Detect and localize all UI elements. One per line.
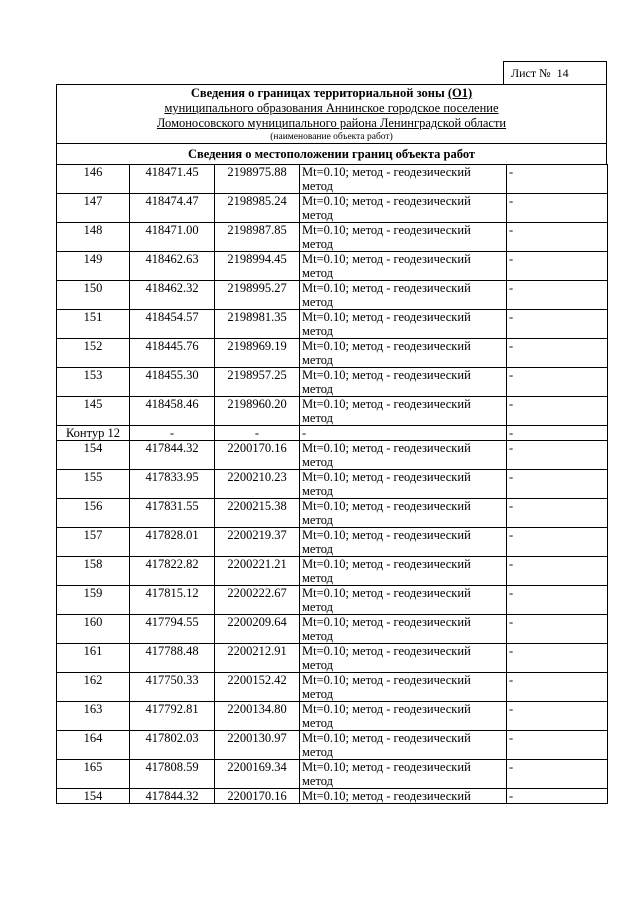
description-cell: - bbox=[507, 673, 608, 702]
x-coordinate-cell: 417822.82 bbox=[130, 557, 215, 586]
point-number-cell: 148 bbox=[57, 223, 130, 252]
table-row bbox=[57, 644, 608, 673]
point-number-cell: 150 bbox=[57, 281, 130, 310]
table-row bbox=[57, 557, 608, 586]
point-number-cell: 146 bbox=[57, 165, 130, 194]
accuracy-method-cell: Mt=0.10; метод - геодезический метод bbox=[300, 702, 507, 731]
x-coordinate-cell: 418445.76 bbox=[130, 339, 215, 368]
accuracy-method-cell: Mt=0.10; метод - геодезический метод bbox=[300, 368, 507, 397]
description-cell: - bbox=[507, 731, 608, 760]
table-row bbox=[57, 615, 608, 644]
point-number-cell: 153 bbox=[57, 368, 130, 397]
y-coordinate-cell: 2198987.85 bbox=[215, 223, 300, 252]
table-row bbox=[57, 339, 608, 368]
x-coordinate-cell: 418455.30 bbox=[130, 368, 215, 397]
accuracy-method-cell: Mt=0.10; метод - геодезический метод bbox=[300, 586, 507, 615]
point-number-cell: 154 bbox=[57, 441, 130, 470]
description-cell: - bbox=[507, 615, 608, 644]
point-number-cell: 151 bbox=[57, 310, 130, 339]
description-cell: - bbox=[507, 281, 608, 310]
accuracy-method-cell: Mt=0.10; метод - геодезический метод bbox=[300, 339, 507, 368]
point-number-cell: 165 bbox=[57, 760, 130, 789]
y-coordinate-cell: - bbox=[215, 426, 300, 441]
table-row bbox=[57, 760, 608, 789]
y-coordinate-cell: 2198960.20 bbox=[215, 397, 300, 426]
x-coordinate-cell: 417831.55 bbox=[130, 499, 215, 528]
x-coordinate-cell: 417833.95 bbox=[130, 470, 215, 499]
x-coordinate-cell: 418471.45 bbox=[130, 165, 215, 194]
section-title: Сведения о местоположении границ объекта работ bbox=[56, 143, 607, 165]
x-coordinate-cell: 417750.33 bbox=[130, 673, 215, 702]
table-row bbox=[57, 397, 608, 426]
table-row bbox=[57, 426, 608, 441]
x-coordinate-cell: 418471.00 bbox=[130, 223, 215, 252]
description-cell: - bbox=[507, 586, 608, 615]
description-cell: - bbox=[507, 789, 608, 804]
y-coordinate-cell: 2200130.97 bbox=[215, 731, 300, 760]
y-coordinate-cell: 2198981.35 bbox=[215, 310, 300, 339]
y-coordinate-cell: 2200222.67 bbox=[215, 586, 300, 615]
accuracy-method-cell: Mt=0.10; метод - геодезический метод bbox=[300, 470, 507, 499]
x-coordinate-cell: 417828.01 bbox=[130, 528, 215, 557]
table-row bbox=[57, 194, 608, 223]
x-coordinate-cell: 417794.55 bbox=[130, 615, 215, 644]
accuracy-method-cell: Mt=0.10; метод - геодезический метод bbox=[300, 499, 507, 528]
y-coordinate-cell: 2200215.38 bbox=[215, 499, 300, 528]
zone-code: (О1) bbox=[447, 86, 473, 100]
point-number-cell: 159 bbox=[57, 586, 130, 615]
y-coordinate-cell: 2200221.21 bbox=[215, 557, 300, 586]
header-title-prefix: Сведения о границах территориальной зоны bbox=[190, 86, 448, 100]
y-coordinate-cell: 2198975.88 bbox=[215, 165, 300, 194]
accuracy-method-cell: Mt=0.10; метод - геодезический метод bbox=[300, 731, 507, 760]
x-coordinate-cell: 417815.12 bbox=[130, 586, 215, 615]
accuracy-method-cell: Mt=0.10; метод - геодезический метод bbox=[300, 673, 507, 702]
point-number-cell: 155 bbox=[57, 470, 130, 499]
description-cell: - bbox=[507, 528, 608, 557]
x-coordinate-cell: 418474.47 bbox=[130, 194, 215, 223]
table-row bbox=[57, 702, 608, 731]
table-row bbox=[57, 470, 608, 499]
description-cell: - bbox=[507, 397, 608, 426]
description-cell: - bbox=[507, 426, 608, 441]
table-row bbox=[57, 281, 608, 310]
description-cell: - bbox=[507, 165, 608, 194]
y-coordinate-cell: 2198985.24 bbox=[215, 194, 300, 223]
x-coordinate-cell: 418458.46 bbox=[130, 397, 215, 426]
y-coordinate-cell: 2200212.91 bbox=[215, 644, 300, 673]
accuracy-method-cell: - bbox=[300, 426, 507, 441]
y-coordinate-cell: 2200210.23 bbox=[215, 470, 300, 499]
y-coordinate-cell: 2198969.19 bbox=[215, 339, 300, 368]
accuracy-method-cell: Mt=0.10; метод - геодезический метод bbox=[300, 397, 507, 426]
table-row bbox=[57, 673, 608, 702]
description-cell: - bbox=[507, 441, 608, 470]
point-number-cell: 152 bbox=[57, 339, 130, 368]
x-coordinate-cell: 417844.32 bbox=[130, 789, 215, 804]
sheet-number-box bbox=[503, 61, 607, 85]
description-cell: - bbox=[507, 339, 608, 368]
description-cell: - bbox=[507, 368, 608, 397]
x-coordinate-cell: - bbox=[130, 426, 215, 441]
point-number-cell: 158 bbox=[57, 557, 130, 586]
y-coordinate-cell: 2200134.80 bbox=[215, 702, 300, 731]
x-coordinate-cell: 418454.57 bbox=[130, 310, 215, 339]
point-number-cell: 160 bbox=[57, 615, 130, 644]
accuracy-method-cell: Mt=0.10; метод - геодезический метод bbox=[300, 557, 507, 586]
district-line: Ломоносовского муниципального района Ленинградской области bbox=[156, 116, 507, 130]
y-coordinate-cell: 2200209.64 bbox=[215, 615, 300, 644]
y-coordinate-cell: 2200169.34 bbox=[215, 760, 300, 789]
accuracy-method-cell: Mt=0.10; метод - геодезический метод bbox=[300, 310, 507, 339]
description-cell: - bbox=[507, 223, 608, 252]
y-coordinate-cell: 2198957.25 bbox=[215, 368, 300, 397]
description-cell: - bbox=[507, 557, 608, 586]
description-cell: - bbox=[507, 194, 608, 223]
point-number-cell: 145 bbox=[57, 397, 130, 426]
description-cell: - bbox=[507, 470, 608, 499]
y-coordinate-cell: 2200219.37 bbox=[215, 528, 300, 557]
y-coordinate-cell: 2200170.16 bbox=[215, 789, 300, 804]
table-row bbox=[57, 499, 608, 528]
x-coordinate-cell: 417788.48 bbox=[130, 644, 215, 673]
accuracy-method-cell: Mt=0.10; метод - геодезический метод bbox=[300, 223, 507, 252]
description-cell: - bbox=[507, 310, 608, 339]
table-row bbox=[57, 789, 608, 804]
accuracy-method-cell: Mt=0.10; метод - геодезический bbox=[300, 789, 507, 804]
table-row bbox=[57, 731, 608, 760]
point-number-cell: 154 bbox=[57, 789, 130, 804]
x-coordinate-cell: 417844.32 bbox=[130, 441, 215, 470]
point-number-cell: 147 bbox=[57, 194, 130, 223]
point-number-cell: 149 bbox=[57, 252, 130, 281]
boundary-points-table bbox=[56, 164, 608, 804]
description-cell: - bbox=[507, 252, 608, 281]
point-number-cell: 161 bbox=[57, 644, 130, 673]
description-cell: - bbox=[507, 499, 608, 528]
municipality-line: муниципального образования Аннинское городское поселение bbox=[164, 101, 499, 115]
point-number-cell: 163 bbox=[57, 702, 130, 731]
object-caption: (наименование объекта работ) bbox=[270, 132, 393, 142]
x-coordinate-cell: 418462.32 bbox=[130, 281, 215, 310]
sheet-number: 14 bbox=[556, 65, 569, 80]
y-coordinate-cell: 2198994.45 bbox=[215, 252, 300, 281]
point-number-cell: 162 bbox=[57, 673, 130, 702]
y-coordinate-cell: 2200152.42 bbox=[215, 673, 300, 702]
table-row bbox=[57, 310, 608, 339]
accuracy-method-cell: Mt=0.10; метод - геодезический метод bbox=[300, 194, 507, 223]
x-coordinate-cell: 417802.03 bbox=[130, 731, 215, 760]
table-row bbox=[57, 528, 608, 557]
accuracy-method-cell: Mt=0.10; метод - геодезический метод bbox=[300, 252, 507, 281]
accuracy-method-cell: Mt=0.10; метод - геодезический метод bbox=[300, 441, 507, 470]
sheet-label: Лист № bbox=[511, 65, 551, 80]
point-number-cell: 164 bbox=[57, 731, 130, 760]
accuracy-method-cell: Mt=0.10; метод - геодезический метод bbox=[300, 165, 507, 194]
description-cell: - bbox=[507, 760, 608, 789]
point-number-cell: 157 bbox=[57, 528, 130, 557]
accuracy-method-cell: Mt=0.10; метод - геодезический метод bbox=[300, 281, 507, 310]
accuracy-method-cell: Mt=0.10; метод - геодезический метод bbox=[300, 644, 507, 673]
table-row bbox=[57, 223, 608, 252]
accuracy-method-cell: Mt=0.10; метод - геодезический метод bbox=[300, 528, 507, 557]
table-row bbox=[57, 165, 608, 194]
table-row bbox=[57, 441, 608, 470]
accuracy-method-cell: Mt=0.10; метод - геодезический метод bbox=[300, 615, 507, 644]
accuracy-method-cell: Mt=0.10; метод - геодезический метод bbox=[300, 760, 507, 789]
table-row bbox=[57, 586, 608, 615]
point-number-cell: 156 bbox=[57, 499, 130, 528]
table-row bbox=[57, 252, 608, 281]
y-coordinate-cell: 2198995.27 bbox=[215, 281, 300, 310]
description-cell: - bbox=[507, 644, 608, 673]
y-coordinate-cell: 2200170.16 bbox=[215, 441, 300, 470]
point-number-cell: Контур 12 bbox=[57, 426, 130, 441]
x-coordinate-cell: 417808.59 bbox=[130, 760, 215, 789]
description-cell: - bbox=[507, 702, 608, 731]
header-title bbox=[57, 86, 606, 101]
x-coordinate-cell: 417792.81 bbox=[130, 702, 215, 731]
document-header bbox=[56, 84, 607, 144]
table-row bbox=[57, 368, 608, 397]
x-coordinate-cell: 418462.63 bbox=[130, 252, 215, 281]
